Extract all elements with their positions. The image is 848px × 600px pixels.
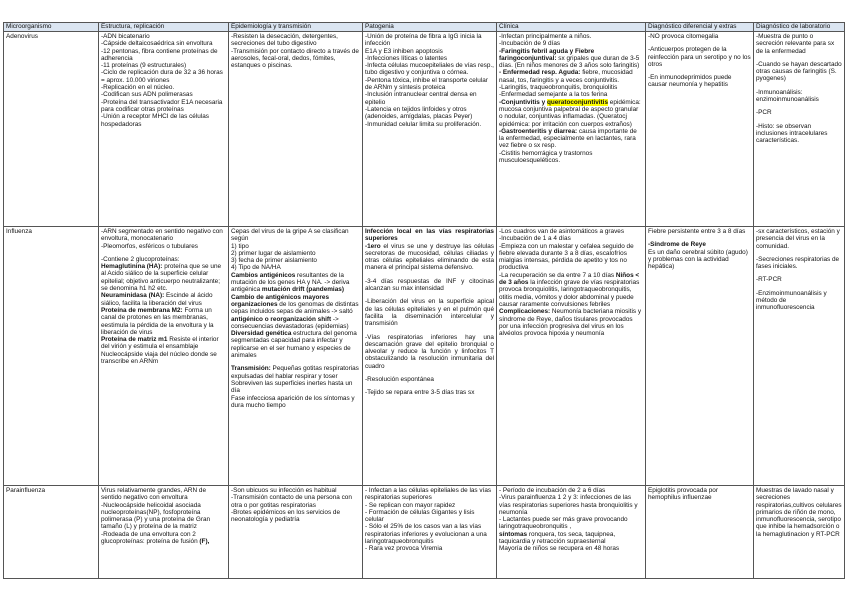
cell-patogenia: -Unión de proteína de fibra a IgG inicia la infección E1A y E3 inhiben apoptosis -Infecciones líticas o latentes -Infecta células mucoepiteliales de vías resp., tubo digestivo y conjuntiva o córnea. -Pentona tóxica, inhibe el transporte celular de ARNm y síntesis proteica -Inclusión intranuclear central densa en epitelio -Latencia en tejidos linfoides y otros (adenoides, amígdalas, placas Peyer) -Inmunidad celular limita su proliferación. [363, 32, 497, 227]
cell-estructura: -ARN segmentado en sentido negativo con envoltura, monocatenario -Pleomorfos, esféricos o tubulares -Contiene 2 glucoproteínas: Hemaglutinina (HA): proteína que se une al Acido siálico de la superficie celular epitelial; objetivo anticuerpo neutralizante; se denomina h1 h2 etc. Neuraminidasa (NA): Escinde al ácido siálico, facilita la liberación del virus Proteína de membrana M2: Forma un canal de protones en las membranas, eestimula la pérdida de la envoltura y la liberación de virus Proteína de matriz m1 Resiste el interior del virión y estimula el ensamblaje Nucleocápside viaja del núcleo donde se transcribe en ARNm [99, 227, 229, 486]
cell-diferencial: -NO provoca citomegalia -Anticuerpos protegen de la reinfección para un serotipo y no los otros -En inmunodeprimidos puede causar neumonía y hepatitis [646, 32, 754, 227]
table-row [4, 32, 845, 227]
table-row [4, 227, 845, 486]
cell-epidemiologia: -Resisten la desecación, detergentes, secreciones del tubo digestivo -Transmisión por contacto directo a través de aerosoles, fecal-oral, dedos, fómites, estanques o piscinas. [229, 32, 363, 227]
cell-clinica: - Período de incubación de 2 a 6 días -Virus parainfluenza 1 2 y 3: infecciones de las vías respiratorias superiores hasta bronquiolitis y neumonía - Lactantes puede ser más grave provocando laringotraqueobronquitis , síntomas ronquera, tos seca, taquipnea, taquicardia y retracción supraesternal Mayoría de niños se recupera en 48 horas [497, 486, 646, 579]
header-clinica: Clínica [497, 23, 646, 32]
organism-name: Parainfluenza [4, 486, 99, 579]
cell-diferencial: Epiglotitis provocada por hemophilus influenzae [646, 486, 754, 579]
cell-epidemiologia: Cepas del virus de la gripe A se clasifican según 1) tipo 2) primer lugar de aislamiento 3) fecha de primer aislamiento 4) Tipo de NA/HA Cambios antigénicos resultantes de la mutación de los genes HA y NA. -> deriva antigénica mutación drift (pandemias) Cambio de antigénicos mayores organizaciones de los genomas de distintas cepas incluidos sepas de animales -> saltó antigénico o reorganización shift -> consecuencias devastadoras (epidemias) Diversidad genética estructura del genoma segmentadas capacidad para infectar y replicarse en el ser humano y especies de animales Transmisión: Pequeñas gotitas respiratorias expulsadas del hablar respirar y toser Sobreviven las superficies inertes hasta un día Fase infecciosa aparición de los síntomas y dura mucho tiempo [229, 227, 363, 486]
cell-diferencial: Fiebre persistente entre 3 a 8 días -Síndrome de Reye Es un daño cerebral súbito (agudo) y problemas con la actividad hepática) [646, 227, 754, 486]
cell-estructura: -ADN bicatenario -Cápside deltaicosaédrica sin envoltura -12 pentonas, fibra contiene proteínas de adherencia -11 proteínas (9 estructurales) -Ciclo de replicación dura de 32 a 36 horas = aprox. 10.000 viriones -Replicación en el núcleo. -Codifican sus ADN polimerasas -Proteína del transactivador E1A necesaria para codificar otras proteínas -Unión a receptor MHCI de las células hospedadoras [99, 32, 229, 227]
cell-patogenia: Infección local en las vías respiratorias superiores -1ero el virus se une y destruye las células secretoras de mucosidad, células ciliadas y otras células epiteliales eliminando de esta manera el principal sistema defensivo. -3-4 días respuestas de INF y citocinas alcanzan su max intensidad -Liberación del virus en la superficie apical de las células epiteliales y en el pulmón qué facilita la diseminación intercelular y transmisión -Vías respiratorias inferiores hay una descamación grave del epitelio bronquial o alveolar y reduce la función y linfocitos T obstaculizando la resolución inmunitaria del cuadro -Resolución espontánea -Tejido se repara entre 3-5 días tras sx [363, 227, 497, 486]
cell-epidemiologia: -Son ubicuos su infección es habitual -Transmisión contacto de una persona con otra o por gotitas respiratorias -Brotes epidémicos en los servicios de neonatología y pediatría [229, 486, 363, 579]
cell-clinica: -Los cuadros van de asintomáticos a graves -Incubación de 1 a 4 días -Empieza con un malestar y cefalea seguido de fiebre elevada durante 3 a 8 días, escalofríos mialgias intensas, pérdida de apetito y tos no productiva -La recuperación se da entre 7 a 10 días Niños < de 3 años la infección grave de vías respiratorias provoca bronquiolitis, laringotraqueobronquitis, otitis media, vómitos y dolor abdominal y puede causar raramente convulsiones febriles Complicaciones: Neumonía bacteriana miositis y síndrome de Reye, daños tisulares provocados por una infección progresiva del virus en los alvéolos provoca hipoxia y neumonía [497, 227, 646, 486]
header-estructura: Estructura, replicación [99, 23, 229, 32]
header-patogenia: Patogenia [363, 23, 497, 32]
cell-clinica: -Infectan principalmente a niños. -Incubación de 9 días -Faringitis febril aguda y Fiebre faringoconjuntival: sx gripales que duran de 3-5 días. (En niños menores de 3 años solo faringitis) - Enfermedad resp. Aguda: fiebre, mucosidad nasal, tos, faringitis y a veces conjuntivitis. -Laringitis, traqueobronquitis, bronquiolitis -Enfermedad semejante a la tos ferina -Conjuntivitis y queratoconjuntivitis epidémica: mucosa conjuntiva palpebral de aspecto granular o nodular, conjuntivas inflamadas. (Queratocj epidémica: por irritación con cuerpos extraños) -Gastroenteritis y diarrea: causa importante de la enfermedad, especialmente en lactantes, rara vez fiebre o sx resp. -Cistitis hemorrágica y trastornos musculoesqueléticos. [497, 32, 646, 227]
cell-estructura: Virus relativamente grandes, ARN de sentido negativo con envoltura -Nucleocápside helicoidal asociada nucleoproteínas(NP), fosfoproteína polimerasa (P) y una proteína de Gran tamaño (L) y proteína de la matriz -Rodeada de una envoltura con 2 glucoproteínas: proteína de fusión (F), [99, 486, 229, 579]
microorganism-table [3, 22, 845, 579]
organism-name: Influenza [4, 227, 99, 486]
cell-laboratorio: -sx característicos, estación y presencia del virus en la comunidad. -Secreciones respiratorias de fases iniciales. -RT-PCR -Enzimoinmunoanálisis y método de inmunofluorescencia [754, 227, 845, 486]
highlighted-text: queratoconjuntivitis [546, 98, 609, 106]
cell-laboratorio: -Muestra de punto o secreción relevante para sx de la enfermedad -Cuando se hayan descartado otras causas de faringitis (S. pyogenes) -Inmunoanálisis: enzimoinmunoanálisis -PCR -Histo: se observan inclusiones intracelulares características. [754, 32, 845, 227]
table-row [4, 486, 845, 579]
header-epidemiologia: Epidemiología y transmisión [229, 23, 363, 32]
header-diferencial: Diagnóstico diferencial y extras [646, 23, 754, 32]
header-row [4, 23, 845, 32]
header-microorganismo: Microorganismo [4, 23, 99, 32]
organism-name: Adenovirus [4, 32, 99, 227]
header-laboratorio: Diagnóstico de laboratorio [754, 23, 845, 32]
cell-patogenia: - Infectan a las células epiteliales de las vías respiratorias superiores - Se replican con mayor rapidez - Formación de células Gigantes y lisis celular - Sólo el 25% de los casos van a las vías respiratorias inferiores y evolucionan a una laringotraqueobronquitis - Rara vez provoca Viremia [363, 486, 497, 579]
cell-laboratorio: Muestras de lavado nasal y secreciones respiratorias,cultivos celulares primarios de riñón de mono, inmunofluorescencia, serotipo que inhibe la hemadsorción o la hemaglutinacion y RT-PCR [754, 486, 845, 579]
